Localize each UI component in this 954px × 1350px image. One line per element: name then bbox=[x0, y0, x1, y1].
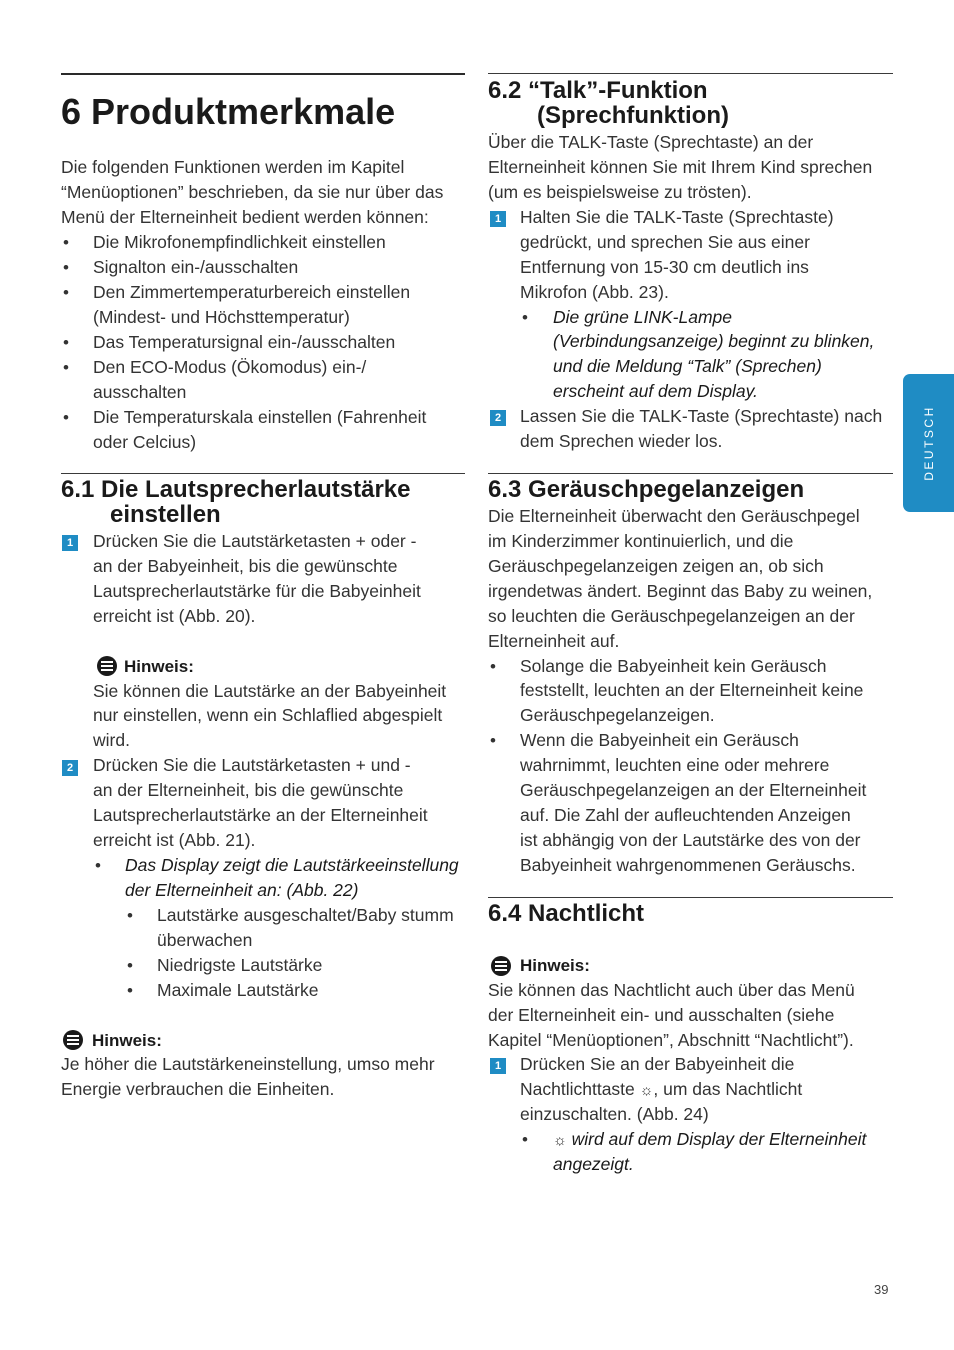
bullet-dot: • bbox=[63, 233, 69, 252]
sub-list-item-cont: überwachen bbox=[157, 930, 253, 950]
note-icon bbox=[63, 1030, 83, 1050]
list-item-cont: ausschalten bbox=[93, 382, 187, 402]
step-number: 2 bbox=[490, 410, 506, 426]
note-text: Sie können die Lautstärke an der Babyeinheit bbox=[93, 681, 447, 701]
list-item-cont: Geräuschpegelanzeigen. bbox=[520, 705, 715, 725]
bullet-dot: • bbox=[127, 981, 133, 1000]
intro-line: so leuchten die Geräuschpegelanzeigen an der bbox=[488, 606, 855, 626]
list-item-cont: wahrnimmt, leuchten eine oder mehrere bbox=[520, 755, 830, 775]
sub-list-item: Niedrigste Lautstärke bbox=[157, 955, 323, 975]
bullet-dot: • bbox=[490, 731, 496, 750]
note-title: Hinweis: bbox=[92, 1031, 162, 1050]
note-text: Energie verbrauchen die Einheiten. bbox=[61, 1079, 335, 1099]
section-rule bbox=[488, 73, 893, 74]
intro-line: Über die TALK-Taste (Sprechtaste) an der bbox=[488, 132, 814, 152]
bullet-dot: • bbox=[63, 258, 69, 277]
note-title: Hinweis: bbox=[124, 657, 194, 676]
step-text: Drücken Sie die Lautstärketasten + und - bbox=[93, 755, 411, 775]
language-tab-label: DEUTSCH bbox=[921, 405, 936, 481]
note-text: der Elterneinheit ein- und ausschalten (siehe bbox=[488, 1005, 835, 1025]
list-item-cont: auf. Die Zahl der aufleuchtenden Anzeigen bbox=[520, 805, 851, 825]
step-text: Halten Sie die TALK-Taste (Sprechtaste) bbox=[520, 207, 834, 227]
step-text bbox=[520, 1077, 802, 1103]
step-text: erreicht ist (Abb. 20). bbox=[93, 606, 256, 626]
page-number: 39 bbox=[874, 1282, 889, 1297]
bullet-dot: • bbox=[127, 906, 133, 925]
step-text: Drücken Sie die Lautstärketasten + oder - bbox=[93, 531, 417, 551]
step-text: Lautsprecherlautstärke für die Babyeinheit bbox=[93, 581, 421, 601]
section-title-6-2: 6.2 “Talk”-Funktion bbox=[488, 77, 708, 104]
step-text: an der Babyeinheit, bis die gewünschte bbox=[93, 556, 398, 576]
bullet-dot: • bbox=[490, 657, 496, 676]
result-text bbox=[553, 1127, 866, 1153]
step-number: 1 bbox=[62, 535, 78, 551]
result-text-part: wird auf dem Display der Elterneinheit bbox=[566, 1129, 867, 1149]
step-text: Lautsprecherlautstärke an der Elterneinheit bbox=[93, 805, 428, 825]
list-item: Die Mikrofonempfindlichkeit einstellen bbox=[93, 232, 386, 252]
step-number: 1 bbox=[490, 211, 506, 227]
step-text: Lassen Sie die TALK-Taste (Sprechtaste) nach bbox=[520, 406, 883, 426]
note-icon bbox=[491, 956, 511, 976]
intro-line: Die Elterneinheit überwacht den Geräuschpegel bbox=[488, 506, 860, 526]
step-text: an der Elterneinheit, bis die gewünschte bbox=[93, 780, 404, 800]
step-text: Drücken Sie an der Babyeinheit die bbox=[520, 1054, 795, 1074]
list-item-cont: ist abhängig von der Lautstärke des von der bbox=[520, 830, 861, 850]
list-item: Das Temperatursignal ein-/ausschalten bbox=[93, 332, 396, 352]
nightlight-icon: ☼ bbox=[553, 1132, 567, 1149]
step-number: 2 bbox=[62, 760, 78, 776]
list-item: Signalton ein-/ausschalten bbox=[93, 257, 299, 277]
list-item-cont: Geräuschpegelanzeigen an der Elterneinheit bbox=[520, 780, 867, 800]
step-text: Mikrofon (Abb. 23). bbox=[520, 282, 669, 302]
bullet-dot: • bbox=[127, 956, 133, 975]
list-item: Den ECO-Modus (Ökomodus) ein-/ bbox=[93, 357, 367, 377]
result-text: und die Meldung “Talk” (Sprechen) bbox=[553, 356, 822, 376]
note-text: Kapitel “Menüoptionen”, Abschnitt “Nachtlicht”). bbox=[488, 1030, 854, 1050]
section-title-6-1: 6.1 Die Lautsprecherlautstärke bbox=[61, 476, 411, 503]
result-text: Die grüne LINK-Lampe bbox=[553, 307, 732, 327]
note-text: Sie können das Nachtlicht auch über das Menü bbox=[488, 980, 855, 1000]
list-item-cont: feststellt, leuchten an der Elterneinheit keine bbox=[520, 680, 864, 700]
section-rule bbox=[488, 897, 893, 898]
note-icon bbox=[97, 656, 117, 676]
sub-list-item: Lautstärke ausgeschaltet/Baby stumm bbox=[157, 905, 454, 925]
section-title-6-3: 6.3 Geräuschpegelanzeigen bbox=[488, 476, 805, 503]
bullet-dot: • bbox=[63, 333, 69, 352]
step-text-part: Nachtlichttaste bbox=[520, 1079, 640, 1099]
list-item-cont: oder Celcius) bbox=[93, 432, 197, 452]
intro-line: Elterneinheit können Sie mit Ihrem Kind sprechen bbox=[488, 157, 873, 177]
result-text: (Verbindungsanzeige) beginnt zu blinken, bbox=[553, 331, 875, 351]
bullet-dot: • bbox=[522, 1130, 528, 1149]
bullet-dot: • bbox=[63, 283, 69, 302]
note-text: nur einstellen, wenn ein Schlaflied abgespielt bbox=[93, 705, 443, 725]
intro-line: (um es beispielsweise zu trösten). bbox=[488, 182, 752, 202]
step-text: dem Sprechen wieder los. bbox=[520, 431, 723, 451]
step-number: 1 bbox=[490, 1058, 506, 1074]
sub-list-item: Maximale Lautstärke bbox=[157, 980, 319, 1000]
section-title-6-2-cont: (Sprechfunktion) bbox=[537, 102, 729, 129]
list-item-cont: (Mindest- und Höchsttemperatur) bbox=[93, 307, 350, 327]
section-title-6-1-cont: einstellen bbox=[110, 501, 221, 528]
list-item-cont: Babyeinheit wahrgenommenen Geräuschs. bbox=[520, 855, 856, 875]
result-text: erscheint auf dem Display. bbox=[553, 381, 758, 401]
intro-line: Geräuschpegelanzeigen zeigen an, ob sich bbox=[488, 556, 824, 576]
result-text: Das Display zeigt die Lautstärkeeinstellung bbox=[125, 855, 459, 875]
intro-line: Elterneinheit auf. bbox=[488, 631, 620, 651]
chapter-title: 6 Produktmerkmale bbox=[61, 91, 396, 132]
step-text: Entfernung von 15-30 cm deutlich ins bbox=[520, 257, 809, 277]
step-text: gedrückt, und sprechen Sie aus einer bbox=[520, 232, 810, 252]
intro-line: Die folgenden Funktionen werden im Kapitel bbox=[61, 157, 405, 177]
step-text-part: , um das Nachtlicht bbox=[653, 1079, 803, 1099]
section-rule bbox=[61, 473, 465, 474]
intro-line: Menü der Elterneinheit bedient werden können: bbox=[61, 207, 429, 227]
intro-line: “Menüoptionen” beschrieben, da sie nur über das bbox=[61, 182, 444, 202]
list-item: Die Temperaturskala einstellen (Fahrenheit bbox=[93, 407, 427, 427]
note-text: wird. bbox=[93, 730, 130, 750]
list-item: Solange die Babyeinheit kein Geräusch bbox=[520, 656, 827, 676]
intro-line: irgendetwas ändert. Beginnt das Baby zu weinen, bbox=[488, 581, 873, 601]
step-text: einzuschalten. (Abb. 24) bbox=[520, 1104, 709, 1124]
section-rule bbox=[488, 473, 893, 474]
result-text: angezeigt. bbox=[553, 1154, 634, 1174]
step-text: erreicht ist (Abb. 21). bbox=[93, 830, 256, 850]
bullet-dot: • bbox=[63, 408, 69, 427]
list-item: Wenn die Babyeinheit ein Geräusch bbox=[520, 730, 799, 750]
chapter-top-rule bbox=[61, 73, 465, 75]
note-title: Hinweis: bbox=[520, 956, 590, 975]
bullet-dot: • bbox=[522, 308, 528, 327]
language-tab bbox=[903, 374, 954, 512]
bullet-dot: • bbox=[95, 856, 101, 875]
bullet-dot: • bbox=[63, 358, 69, 377]
list-item: Den Zimmertemperaturbereich einstellen bbox=[93, 282, 411, 302]
result-text: der Elterneinheit an: (Abb. 22) bbox=[125, 880, 359, 900]
section-title-6-4: 6.4 Nachtlicht bbox=[488, 900, 645, 927]
note-text: Je höher die Lautstärkeneinstellung, umso mehr bbox=[61, 1054, 435, 1074]
nightlight-icon: ☼ bbox=[639, 1082, 654, 1099]
intro-line: im Kinderzimmer kontinuierlich, und die bbox=[488, 531, 794, 551]
